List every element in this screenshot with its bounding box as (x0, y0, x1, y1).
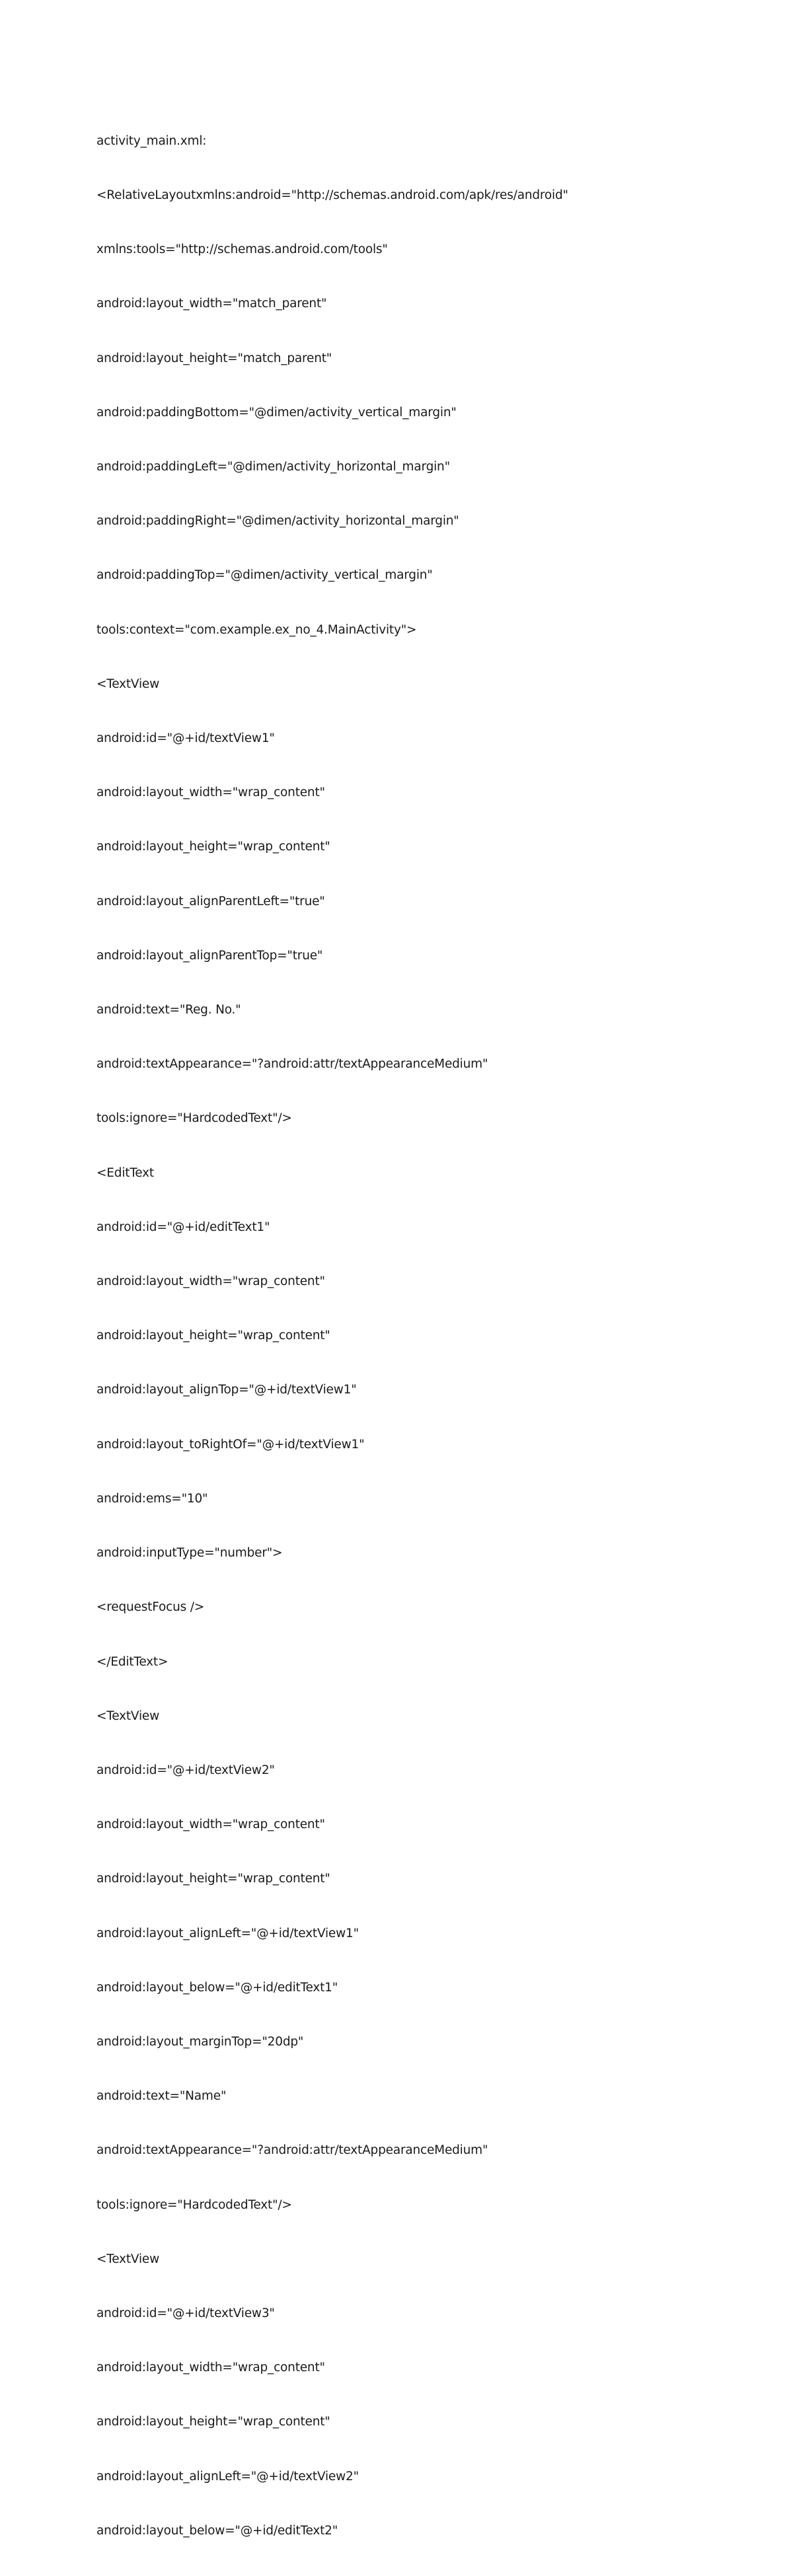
code-line: android:layout_width="match_parent" (96, 297, 327, 311)
code-line: tools:ignore="HardcodedText"/> (96, 1111, 292, 1126)
code-line: android:textAppearance="?android:attr/textAppearanceMedium" (96, 2143, 488, 2158)
code-line: <TextView (96, 1709, 160, 1723)
code-line: android:ems="10" (96, 1491, 208, 1506)
code-line: android:layout_height="match_parent" (96, 351, 332, 365)
code-line: xmlns:tools="http://schemas.android.com/tools" (96, 242, 388, 257)
code-line: activity_main.xml: (96, 133, 207, 148)
code-line: <requestFocus /> (96, 1600, 205, 1615)
code-line: android:layout_width="wrap_content" (96, 1818, 325, 1832)
code-line: <EditText (96, 1165, 154, 1180)
xml-code-listing (96, 96, 757, 2576)
code-line: android:layout_height="wrap_content" (96, 2415, 330, 2429)
code-line: android:layout_below="@+id/editText1" (96, 1980, 338, 1995)
code-line: android:paddingBottom="@dimen/activity_vertical_margin" (96, 405, 457, 420)
code-line: <TextView (96, 677, 160, 691)
code-line: android:layout_width="wrap_content" (96, 1274, 325, 1289)
code-line: android:paddingLeft="@dimen/activity_horizontal_margin" (96, 460, 450, 474)
code-line: android:layout_height="wrap_content" (96, 1872, 330, 1886)
code-line: android:layout_width="wrap_content" (96, 786, 325, 800)
code-line: tools:ignore="HardcodedText"/> (96, 2197, 292, 2212)
code-line: android:text="Name" (96, 2089, 227, 2104)
code-line: android:layout_alignParentTop="true" (96, 948, 323, 963)
code-line: android:text="Reg. No." (96, 1003, 241, 1017)
code-line: <TextView (96, 2252, 160, 2266)
code-line: android:paddingRight="@dimen/activity_horizontal_margin" (96, 514, 459, 529)
code-line: tools:context="com.example.ex_no_4.MainActivity"> (96, 622, 417, 637)
code-line: android:layout_alignLeft="@+id/textView1" (96, 1926, 359, 1940)
code-line: android:layout_alignTop="@+id/textView1" (96, 1383, 357, 1397)
code-line: android:id="@+id/textView3" (96, 2306, 275, 2320)
code-line: android:textAppearance="?android:attr/textAppearanceMedium" (96, 1057, 488, 1072)
code-line: </EditText> (96, 1654, 169, 1669)
code-line: android:layout_marginTop="20dp" (96, 2034, 304, 2049)
code-line: android:layout_toRightOf="@+id/textView1" (96, 1437, 365, 1452)
code-line: android:layout_height="wrap_content" (96, 840, 330, 854)
code-line: android:id="@+id/textView1" (96, 731, 275, 746)
code-line: <RelativeLayoutxmlns:android="http://schemas.android.com/apk/res/android" (96, 188, 568, 203)
code-line: android:layout_width="wrap_content" (96, 2361, 325, 2375)
code-line: android:layout_alignLeft="@+id/textView2" (96, 2469, 359, 2484)
code-line: android:id="@+id/editText1" (96, 1220, 270, 1234)
code-line: android:layout_height="wrap_content" (96, 1329, 330, 1343)
code-line: android:paddingTop="@dimen/activity_vertical_margin" (96, 568, 433, 583)
code-line: android:inputType="number"> (96, 1546, 283, 1561)
code-line: android:layout_alignParentLeft="true" (96, 894, 325, 908)
code-line: android:id="@+id/textView2" (96, 1763, 275, 1777)
code-line: android:layout_below="@+id/editText2" (96, 2523, 338, 2538)
